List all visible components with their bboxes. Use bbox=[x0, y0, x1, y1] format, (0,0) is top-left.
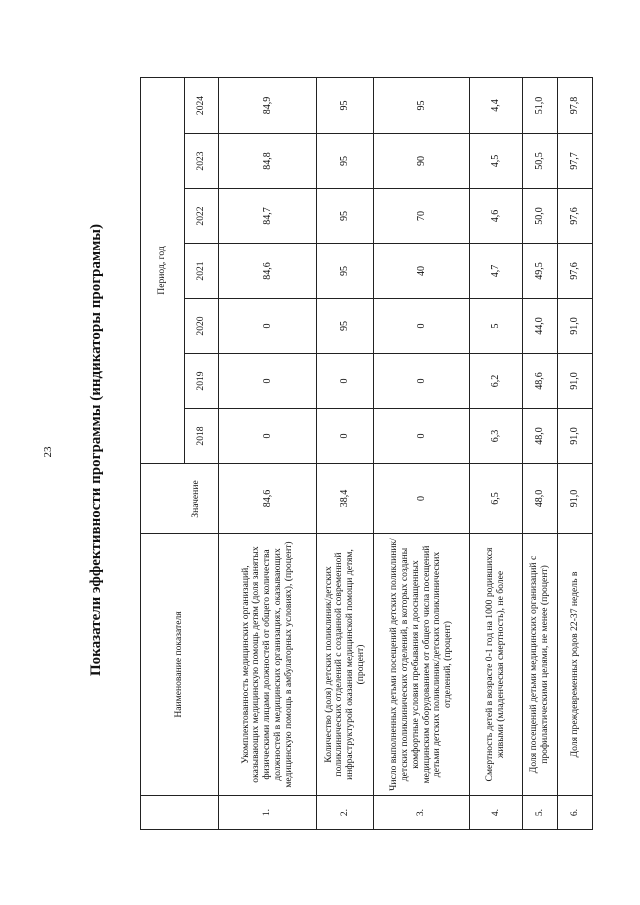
indicator-name: Доля посещений детьми медицинских организаций с профилактическими целями, не менее (процент) bbox=[523, 534, 558, 796]
row-number: 4. bbox=[470, 796, 523, 830]
header-number-cell bbox=[141, 796, 219, 830]
base-value: 91,0 bbox=[558, 464, 593, 534]
table-row bbox=[470, 77, 523, 829]
value-2018: 0 bbox=[219, 409, 317, 464]
value-2021: 49,5 bbox=[523, 244, 558, 299]
indicator-name: Количество (доля) детских поликлиник/детских поликлинических отделений с созданной современной инфраструктурой оказания медицинской помощи детям, (процент) bbox=[317, 534, 374, 796]
value-2021: 40 bbox=[374, 244, 470, 299]
table-row bbox=[558, 77, 593, 829]
value-2024: 4,4 bbox=[470, 77, 523, 133]
value-2022: 84,7 bbox=[219, 189, 317, 244]
indicator-name: Число выполненных детьми посещений детских поликлиник/детских поликлинических отделений, в которых созданы комфортные условия пребывания и дооснащенных медицинским оборудованием от общего числа посещений детьми детских поликлиник/детских поликлинических отделений, (процент) bbox=[374, 534, 470, 796]
rotated-page-content bbox=[80, 70, 581, 830]
value-2023: 95 bbox=[317, 134, 374, 189]
header-year-2022: 2022 bbox=[185, 189, 219, 244]
value-2019: 0 bbox=[317, 354, 374, 409]
value-2024: 95 bbox=[317, 77, 374, 133]
value-2020: 0 bbox=[219, 299, 317, 354]
value-2023: 97,7 bbox=[558, 134, 593, 189]
indicator-name: Смертность детей в возрасте 0-1 год на 1000 родившихся живыми (младенческая смертность), не более bbox=[470, 534, 523, 796]
value-2019: 6,2 bbox=[470, 354, 523, 409]
row-number: 3. bbox=[374, 796, 470, 830]
value-2020: 91,0 bbox=[558, 299, 593, 354]
table-row bbox=[317, 77, 374, 829]
base-value: 84,6 bbox=[219, 464, 317, 534]
value-2023: 4,5 bbox=[470, 134, 523, 189]
value-2024: 84,9 bbox=[219, 77, 317, 133]
value-2024: 97,8 bbox=[558, 77, 593, 133]
value-2024: 95 bbox=[374, 77, 470, 133]
value-2023: 84,8 bbox=[219, 134, 317, 189]
base-value: 6,5 bbox=[470, 464, 523, 534]
base-value: 48,0 bbox=[523, 464, 558, 534]
header-year-2018: 2018 bbox=[185, 409, 219, 464]
indicator-name: Укомплектованность медицинских организаций, оказывающих медицинскую помощь детям (доля занятых физическими лицами должностей от общего количества должностей в медицинских организациях, оказывающих медицинскую помощь в амбулаторных условиях), (процент) bbox=[219, 534, 317, 796]
value-2019: 48,6 bbox=[523, 354, 558, 409]
header-year-2019: 2019 bbox=[185, 354, 219, 409]
header-period: Период, год bbox=[141, 77, 185, 463]
header-indicator-name: Наименование показателя bbox=[141, 534, 219, 796]
table-row bbox=[374, 77, 470, 829]
page-title: Показатели эффективности программы (индикаторы программы) bbox=[88, 224, 104, 677]
value-2022: 97,6 bbox=[558, 189, 593, 244]
value-2020: 44,0 bbox=[523, 299, 558, 354]
value-2021: 84,6 bbox=[219, 244, 317, 299]
table-row bbox=[219, 77, 317, 829]
value-2021: 95 bbox=[317, 244, 374, 299]
page-number: 23 bbox=[42, 446, 54, 458]
row-number: 2. bbox=[317, 796, 374, 830]
row-number: 1. bbox=[219, 796, 317, 830]
value-2018: 0 bbox=[317, 409, 374, 464]
header-year-2020: 2020 bbox=[185, 299, 219, 354]
header-empty-value-cell bbox=[141, 464, 219, 534]
base-value: 38,4 bbox=[317, 464, 374, 534]
value-2018: 6,3 bbox=[470, 409, 523, 464]
indicators-table bbox=[140, 77, 593, 830]
value-2020: 95 bbox=[317, 299, 374, 354]
value-2022: 95 bbox=[317, 189, 374, 244]
value-2019: 91,0 bbox=[558, 354, 593, 409]
header-year-2023: 2023 bbox=[185, 134, 219, 189]
header-base-value-label: Значение bbox=[190, 480, 201, 518]
value-2018: 0 bbox=[374, 409, 470, 464]
row-number: 6. bbox=[558, 796, 593, 830]
value-2023: 50,5 bbox=[523, 134, 558, 189]
value-2024: 51,0 bbox=[523, 77, 558, 133]
indicator-name: Доля преждевременных родов 22-37 недель в bbox=[558, 534, 593, 796]
table-row bbox=[523, 77, 558, 829]
value-2020: 5 bbox=[470, 299, 523, 354]
row-number: 5. bbox=[523, 796, 558, 830]
header-year-2024: 2024 bbox=[185, 77, 219, 133]
value-2022: 50,0 bbox=[523, 189, 558, 244]
value-2018: 48,0 bbox=[523, 409, 558, 464]
value-2021: 97,6 bbox=[558, 244, 593, 299]
value-2023: 90 bbox=[374, 134, 470, 189]
value-2021: 4,7 bbox=[470, 244, 523, 299]
value-2019: 0 bbox=[219, 354, 317, 409]
value-2022: 70 bbox=[374, 189, 470, 244]
base-value: 0 bbox=[374, 464, 470, 534]
value-2020: 0 bbox=[374, 299, 470, 354]
value-2022: 4,6 bbox=[470, 189, 523, 244]
value-2018: 91,0 bbox=[558, 409, 593, 464]
value-2019: 0 bbox=[374, 354, 470, 409]
header-year-2021: 2021 bbox=[185, 244, 219, 299]
